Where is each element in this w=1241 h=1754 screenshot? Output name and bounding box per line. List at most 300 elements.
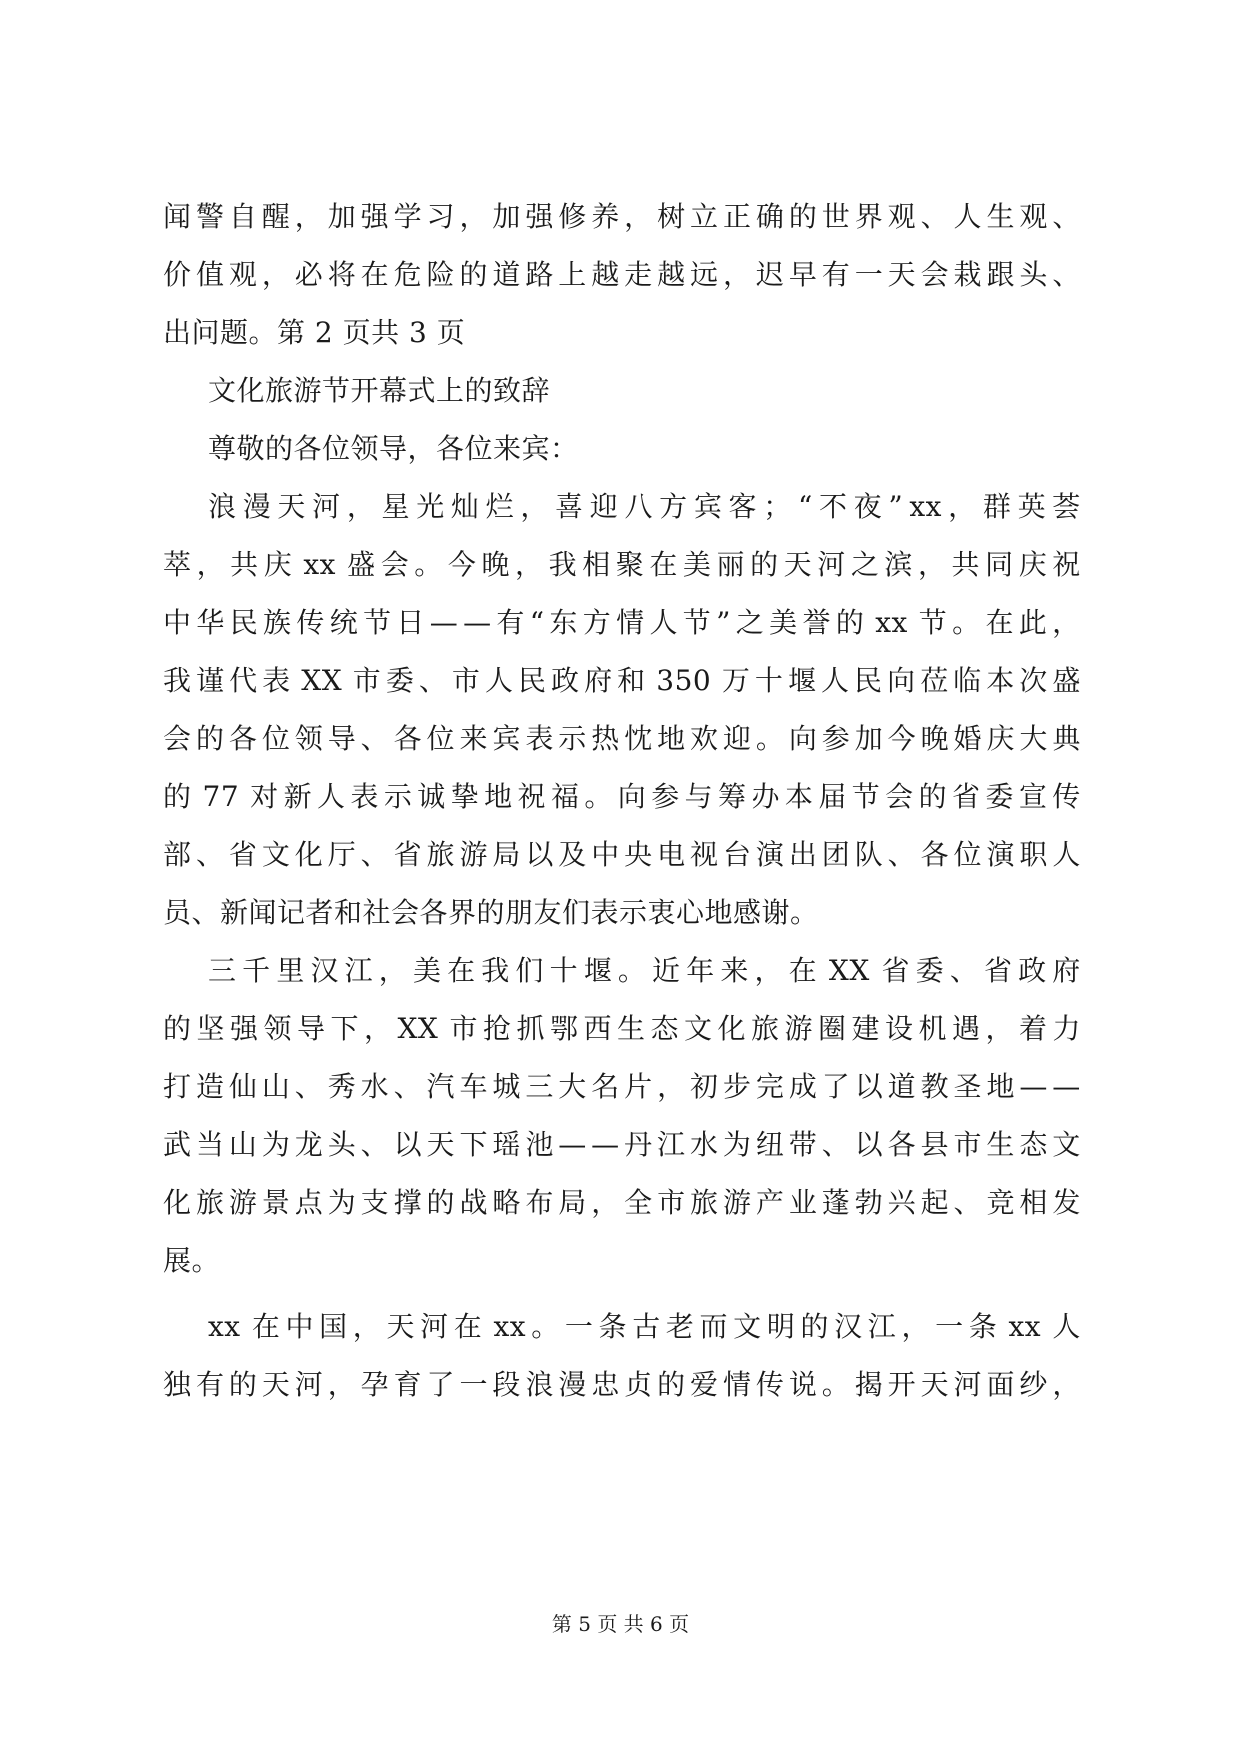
glyph: 相: [582, 548, 611, 581]
glyph: 在: [251, 1310, 281, 1343]
glyph: 走: [624, 258, 653, 291]
glyph: 、: [1052, 200, 1081, 233]
glyph: 、: [920, 200, 950, 233]
glyph: 节: [918, 606, 948, 639]
glyph: 丽: [716, 548, 746, 581]
glyph: 省: [983, 954, 1013, 987]
salutation: 尊敬的各位领导，各位来宾：: [208, 432, 579, 465]
glyph: 中: [163, 606, 192, 639]
glyph: 台: [722, 838, 752, 871]
glyph: 瑶: [492, 1128, 521, 1161]
glyph: 。: [414, 548, 443, 581]
glyph: ，: [459, 200, 488, 233]
glyph: 名: [591, 1070, 620, 1103]
glyph: 确: [755, 200, 785, 233]
glyph: 全: [624, 1186, 653, 1219]
glyph: 醒: [261, 200, 291, 233]
glyph: 筹: [718, 780, 747, 813]
glyph: 浪: [525, 1368, 554, 1401]
glyph: 汉: [834, 1310, 863, 1343]
glyph: 共: [230, 548, 259, 581]
glyph: 以: [854, 1070, 884, 1103]
glyph: 夜: [853, 490, 883, 523]
glyph: 值: [195, 258, 225, 291]
glyph: 演: [755, 838, 785, 871]
glyph: ，: [294, 200, 324, 233]
glyph: 大: [1019, 722, 1048, 755]
glyph: XX: [301, 664, 349, 697]
glyph: 古: [632, 1310, 661, 1343]
page-footer: [0, 1611, 1241, 1637]
glyph: 办: [751, 780, 780, 813]
glyph: 示: [383, 780, 413, 813]
text-line: [163, 606, 1081, 640]
glyph: 东: [549, 606, 578, 639]
glyph: 表: [350, 780, 379, 813]
glyph: 位: [953, 838, 983, 871]
glyph: 一: [935, 1310, 964, 1343]
glyph: 早: [788, 258, 818, 291]
glyph: 的: [918, 780, 948, 813]
glyph: 文: [1052, 1128, 1081, 1161]
glyph: 客: [728, 490, 758, 523]
glyph: 部: [163, 838, 192, 871]
glyph: 西: [583, 1012, 612, 1045]
glyph: 战: [459, 1186, 488, 1219]
glyph: ，: [1052, 606, 1081, 639]
glyph: 人: [649, 606, 678, 639]
glyph: 产: [755, 1186, 785, 1219]
glyph: 77: [202, 780, 246, 813]
glyph: 350: [656, 664, 718, 697]
glyph: 机: [918, 1012, 947, 1045]
glyph: 统: [329, 606, 359, 639]
glyph: 日: [396, 606, 425, 639]
glyph: 表: [262, 664, 297, 697]
glyph: 盛: [347, 548, 376, 581]
glyph: 江: [867, 1310, 897, 1343]
glyph: 条: [968, 1310, 1004, 1343]
glyph: 美: [682, 548, 712, 581]
glyph: xx: [493, 1310, 527, 1343]
glyph: 完: [755, 1070, 785, 1103]
glyph: 独: [163, 1368, 192, 1401]
glyph: 闻: [163, 200, 192, 233]
glyph: 化: [163, 1186, 192, 1219]
glyph: 今: [887, 722, 917, 755]
glyph: 的: [163, 1012, 192, 1045]
glyph: 的: [800, 1310, 829, 1343]
text-line: [163, 780, 1081, 814]
glyph: 节: [851, 780, 881, 813]
glyph: —: [463, 606, 492, 639]
glyph: 灿: [450, 490, 480, 523]
glyph: xx: [303, 548, 343, 581]
glyph: ，: [985, 1012, 1014, 1045]
glyph: 强: [230, 1012, 259, 1045]
glyph: 此: [1018, 606, 1048, 639]
glyph: 。: [617, 954, 647, 987]
glyph: ，: [346, 490, 376, 523]
glyph: 地: [484, 780, 513, 813]
glyph: 态: [1019, 1128, 1048, 1161]
glyph: ，: [515, 548, 544, 581]
glyph: 、: [294, 1070, 324, 1103]
glyph: 景: [261, 1186, 291, 1219]
glyph: 的: [228, 1368, 258, 1401]
glyph: 化: [294, 838, 324, 871]
glyph: 位: [261, 722, 291, 755]
text-line: [163, 1012, 1081, 1046]
glyph: 头: [1019, 258, 1048, 291]
glyph: 各: [228, 722, 258, 755]
glyph: 方: [659, 490, 688, 523]
glyph: 领: [263, 1012, 293, 1045]
glyph: 堰: [787, 664, 817, 697]
glyph: 开: [887, 1368, 917, 1401]
glyph: 。: [952, 606, 981, 639]
glyph: 、: [887, 838, 917, 871]
glyph: 加: [854, 722, 884, 755]
text-line: 员、新闻记者和社会各界的朋友们表示衷心地感谢。: [163, 896, 819, 929]
glyph: 危: [393, 258, 423, 291]
glyph: 习: [426, 200, 456, 233]
glyph: 为: [327, 1186, 357, 1219]
glyph: 届: [818, 780, 847, 813]
glyph: 、: [393, 1070, 423, 1103]
glyph: 江: [657, 1128, 686, 1161]
glyph: 市: [657, 1186, 686, 1219]
glyph: 出: [788, 838, 818, 871]
glyph: ，: [722, 258, 752, 291]
glyph: 修: [558, 200, 587, 233]
glyph: 会: [920, 258, 950, 291]
glyph: 鄂: [549, 1012, 579, 1045]
glyph: 人: [484, 664, 514, 697]
glyph: 莅: [920, 664, 949, 697]
glyph: 着: [1018, 1012, 1048, 1045]
glyph: 必: [294, 258, 324, 291]
glyph: 水: [689, 1128, 719, 1161]
glyph: 人: [1052, 838, 1081, 871]
glyph: 坚: [196, 1012, 226, 1045]
glyph: 以: [393, 1128, 423, 1161]
glyph: 布: [525, 1186, 554, 1219]
glyph: XX: [397, 1012, 445, 1045]
text-line: [163, 258, 1081, 292]
glyph: 八: [624, 490, 653, 523]
glyph: 我: [548, 548, 578, 581]
glyph: 及: [558, 838, 587, 871]
glyph: 府: [584, 664, 613, 697]
glyph: 、: [360, 838, 390, 871]
glyph: 省: [393, 838, 423, 871]
glyph: 游: [722, 1186, 752, 1219]
glyph: 加: [492, 200, 521, 233]
glyph: ，: [327, 1368, 357, 1401]
text-line: [163, 200, 1081, 234]
glyph: 漫: [242, 490, 272, 523]
glyph: —: [1019, 1070, 1048, 1103]
glyph: 将: [327, 258, 357, 291]
glyph: 武: [163, 1128, 192, 1161]
glyph: 堰: [583, 954, 613, 987]
glyph: 。: [821, 1368, 851, 1401]
glyph: 。: [584, 780, 613, 813]
glyph: xx: [875, 606, 914, 639]
glyph: 丹: [624, 1128, 653, 1161]
glyph: 向: [887, 664, 916, 697]
glyph: 养: [591, 200, 620, 233]
glyph: 共: [951, 548, 981, 581]
glyph: 本: [986, 664, 1015, 697]
glyph: 情: [722, 1368, 752, 1401]
text-line: 出问题。第 2 页共 3 页: [163, 316, 466, 349]
glyph: 向: [617, 780, 647, 813]
glyph: 电: [657, 838, 686, 871]
glyph: 天: [261, 1368, 291, 1401]
glyph: 步: [722, 1070, 752, 1103]
glyph: 来: [459, 722, 488, 755]
glyph: 旅: [426, 838, 456, 871]
glyph: 星: [381, 490, 411, 523]
glyph: 政: [1018, 954, 1047, 987]
glyph: 化: [717, 1012, 746, 1045]
glyph: 兴: [887, 1186, 917, 1219]
glyph: 省: [881, 954, 911, 987]
glyph: 勃: [854, 1186, 884, 1219]
glyph: 市: [352, 664, 382, 697]
glyph: 支: [360, 1186, 390, 1219]
glyph: 点: [294, 1186, 324, 1219]
glyph: 滨: [884, 548, 913, 581]
glyph: 河: [294, 1368, 324, 1401]
glyph: 委: [985, 780, 1014, 813]
page-number-label: 第 5 页 共 6 页: [551, 1612, 690, 1636]
glyph: 警: [195, 200, 225, 233]
glyph: 为: [261, 1128, 291, 1161]
glyph: 观: [1019, 200, 1048, 233]
glyph: 的: [835, 606, 871, 639]
glyph: 说: [788, 1368, 818, 1401]
glyph: 在: [453, 1310, 489, 1343]
glyph: 旅: [750, 1012, 780, 1045]
glyph: 代: [229, 664, 258, 697]
glyph: 参: [651, 780, 680, 813]
glyph: 宾: [693, 490, 723, 523]
glyph: 越: [657, 258, 686, 291]
glyph: 立: [690, 200, 719, 233]
glyph: 秀: [327, 1070, 357, 1103]
glyph: 典: [1052, 722, 1081, 755]
glyph: 次: [1019, 664, 1048, 697]
glyph: 发: [1052, 1186, 1081, 1219]
glyph: 诚: [417, 780, 446, 813]
glyph: 民: [854, 664, 883, 697]
glyph: 人: [953, 200, 983, 233]
glyph: 一: [459, 1368, 488, 1401]
glyph: 有: [195, 1368, 225, 1401]
glyph: 誉: [802, 606, 831, 639]
glyph: 文: [683, 1012, 713, 1045]
glyph: 力: [1052, 1012, 1081, 1045]
glyph: 池: [525, 1128, 554, 1161]
glyph: 荟: [1052, 490, 1081, 523]
glyph: 自: [228, 200, 258, 233]
glyph: 略: [492, 1186, 521, 1219]
glyph: 文: [261, 838, 291, 871]
glyph: 河: [312, 490, 341, 523]
glyph: 界: [854, 200, 884, 233]
glyph: 挚: [450, 780, 480, 813]
glyph: 方: [582, 606, 612, 639]
glyph: 的: [195, 722, 225, 755]
glyph: 宣: [1018, 780, 1048, 813]
glyph: 的: [459, 258, 488, 291]
glyph: 民: [229, 606, 259, 639]
glyph: 对: [250, 780, 279, 813]
glyph: 在: [447, 954, 476, 987]
glyph: 天: [887, 258, 917, 291]
glyph: 价: [163, 258, 192, 291]
glyph: 天: [277, 490, 306, 523]
glyph: 省: [228, 838, 258, 871]
glyph: 山: [228, 1128, 258, 1161]
glyph: 导: [297, 1012, 326, 1045]
glyph: —: [558, 1128, 587, 1161]
text-line: [208, 1310, 1081, 1344]
glyph: 态: [650, 1012, 679, 1045]
glyph: 节: [363, 606, 392, 639]
glyph: 设: [884, 1012, 914, 1045]
glyph: 的: [426, 1186, 456, 1219]
glyph: 相: [1019, 1186, 1048, 1219]
glyph: 迎: [589, 490, 619, 523]
glyph: 各: [887, 1128, 917, 1161]
glyph: 打: [163, 1070, 192, 1103]
glyph: 宾: [492, 722, 521, 755]
glyph: 有: [496, 606, 525, 639]
glyph: 来: [720, 954, 749, 987]
glyph: 会: [380, 548, 410, 581]
glyph: ，: [754, 954, 784, 987]
glyph: “: [529, 606, 545, 639]
glyph: 我: [481, 954, 510, 987]
glyph: 大: [558, 1070, 587, 1103]
glyph: 建: [851, 1012, 880, 1045]
glyph: ，: [624, 200, 653, 233]
glyph: 教: [920, 1070, 950, 1103]
glyph: 向: [788, 722, 818, 755]
text-line: [208, 954, 1081, 988]
glyph: 汽: [426, 1070, 456, 1103]
glyph: 旅: [690, 1186, 719, 1219]
glyph: 育: [393, 1368, 423, 1401]
glyph: 中: [285, 1310, 314, 1343]
glyph: 。: [755, 722, 785, 755]
glyph: 、: [949, 954, 979, 987]
glyph: 面: [986, 1368, 1015, 1401]
glyph: 美: [412, 954, 442, 987]
glyph: 热: [591, 722, 620, 755]
glyph: 造: [195, 1070, 225, 1103]
glyph: 盛: [1052, 664, 1081, 697]
glyph: 不: [818, 490, 848, 523]
glyph: 生: [616, 1012, 646, 1045]
glyph: 、: [821, 1128, 851, 1161]
text-line: [163, 722, 1081, 756]
glyph: 、: [360, 1128, 390, 1161]
glyph: 庆: [1018, 548, 1048, 581]
glyph: 圈: [817, 1012, 847, 1045]
glyph: 纽: [755, 1128, 785, 1161]
glyph: 节: [682, 606, 712, 639]
text-line: [163, 548, 1081, 582]
text-line: 展。: [163, 1244, 221, 1277]
glyph: 远: [690, 258, 719, 291]
glyph: 华: [196, 606, 225, 639]
glyph: 在: [788, 954, 824, 987]
glyph: 、: [1052, 258, 1081, 291]
glyph: 我: [163, 664, 192, 697]
glyph: 之: [850, 548, 880, 581]
glyph: ，: [657, 1070, 686, 1103]
glyph: ，: [1052, 1368, 1081, 1401]
glyph: 、: [418, 664, 448, 697]
glyph: 表: [525, 722, 554, 755]
glyph: ，: [901, 1310, 930, 1343]
glyph: 局: [558, 1186, 587, 1219]
glyph: 正: [722, 200, 752, 233]
glyph: 会: [885, 780, 914, 813]
glyph: 人: [820, 664, 850, 697]
text-line: [163, 838, 1081, 872]
glyph: 里: [276, 954, 305, 987]
text-line: [163, 1128, 1081, 1162]
glyph: —: [1052, 1070, 1081, 1103]
glyph: 的: [788, 200, 818, 233]
glyph: 临: [953, 664, 982, 697]
glyph: 天: [920, 1368, 950, 1401]
glyph: 下: [459, 1128, 488, 1161]
text-line: [163, 664, 1081, 698]
glyph: 树: [657, 200, 686, 233]
text-line: [208, 490, 1081, 524]
glyph: 市: [449, 1012, 478, 1045]
glyph: 片: [624, 1070, 653, 1103]
glyph: 业: [788, 1186, 818, 1219]
glyph: ”: [888, 490, 904, 523]
glyph: 龙: [294, 1128, 324, 1161]
glyph: “: [797, 490, 813, 523]
glyph: xx: [1008, 1310, 1048, 1343]
glyph: 传: [1052, 780, 1081, 813]
glyph: 强: [525, 200, 554, 233]
glyph: 欢: [690, 722, 719, 755]
glyph: 蓬: [821, 1186, 851, 1219]
glyph: 祝: [517, 780, 547, 813]
glyph: 三: [208, 954, 237, 987]
glyph: 同: [985, 548, 1014, 581]
glyph: xx: [909, 490, 942, 523]
glyph: 参: [821, 722, 851, 755]
glyph: 演: [986, 838, 1015, 871]
glyph: 游: [784, 1012, 813, 1045]
glyph: 领: [294, 722, 324, 755]
glyph: 有: [821, 258, 851, 291]
glyph: 贞: [624, 1368, 653, 1401]
glyph: 迎: [722, 722, 752, 755]
